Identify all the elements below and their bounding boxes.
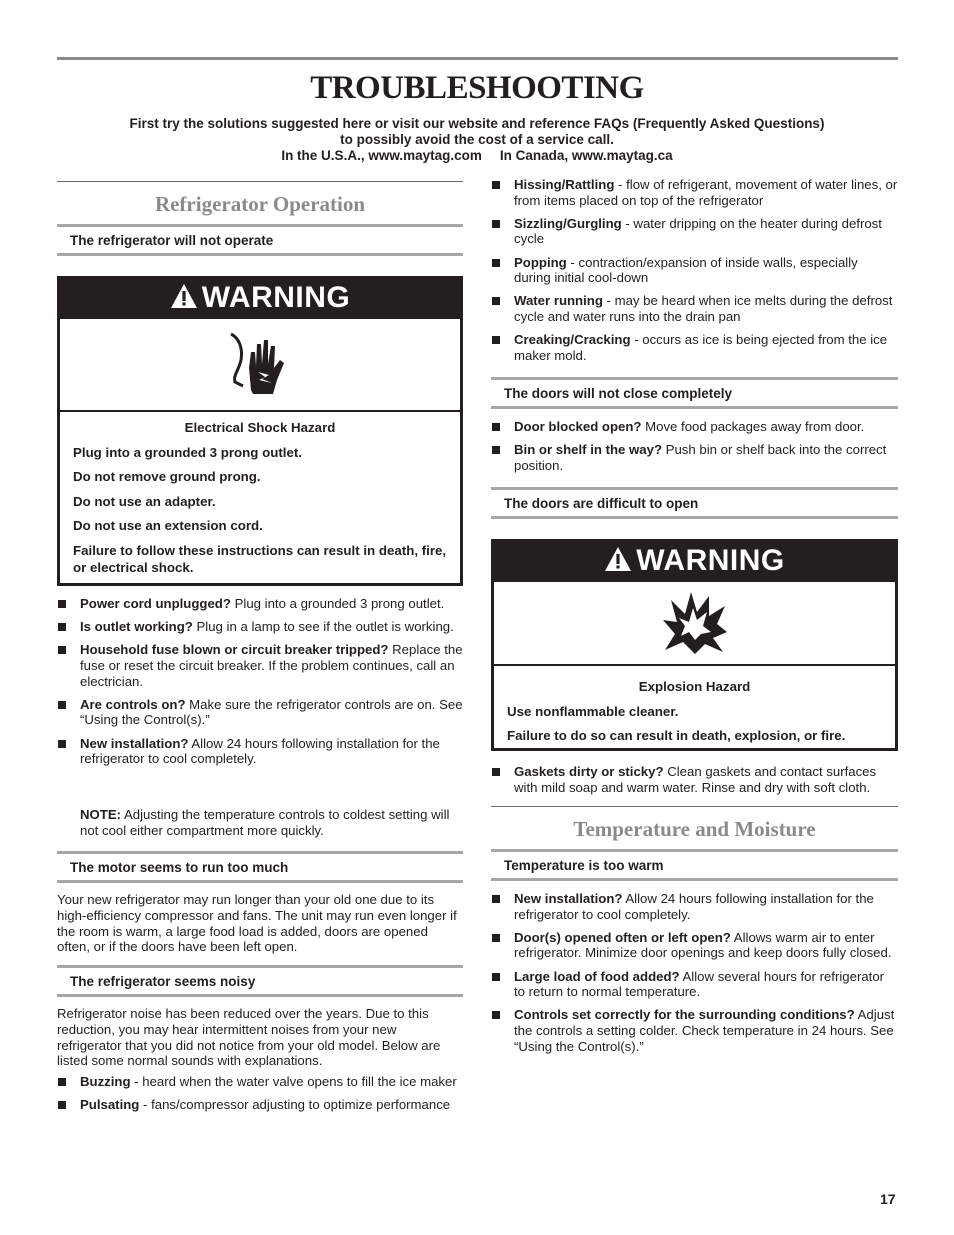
item-bold: Power cord unplugged? <box>80 596 231 611</box>
item-bold: Door(s) opened often or left open? <box>514 929 731 945</box>
doors-difficult-list <box>491 764 898 803</box>
list-item <box>57 736 463 767</box>
list-item <box>491 177 898 208</box>
item-text: - fans/compressor adjusting to optimize performance <box>139 1097 451 1113</box>
list-item <box>491 442 898 473</box>
list-item <box>491 293 898 324</box>
section-rule <box>491 806 898 807</box>
subsection-rule <box>491 377 898 380</box>
heading-will-not-operate: The refrigerator will not operate <box>70 233 274 248</box>
list-item <box>491 332 898 363</box>
warning-label: WARNING <box>636 544 785 577</box>
intro-line-2: to possibly avoid the cost of a service call. <box>340 131 614 147</box>
item-text: - occurs as ice is being ejected from the ice maker mold. <box>514 332 888 363</box>
list-item <box>491 255 898 286</box>
note-text: Adjusting the temperature controls to coldest setting will not cool either compartment more quickly. <box>80 807 450 838</box>
section-rule <box>57 181 463 182</box>
list-item <box>57 596 463 612</box>
warning-triangle-icon <box>604 546 632 572</box>
top-rule <box>57 57 898 60</box>
item-text: Plug in a lamp to see if the outlet is working. <box>192 619 454 635</box>
subsection-rule <box>491 516 898 519</box>
item-text: - heard when the water valve opens to fill the ice maker <box>130 1074 457 1089</box>
list-item <box>491 1007 898 1054</box>
note <box>80 807 463 839</box>
subsection-rule <box>57 880 463 883</box>
item-text: Allows warm air to enter refrigerator. Minimize door openings and keep doors fully closed. <box>514 929 892 961</box>
item-bold: Buzzing <box>80 1074 131 1089</box>
motor-text: Your new refrigerator may run longer than your old one due to its high-efficiency compressor and fans. The unit may run even longer if the room is warm, a large food load is added, doors are opened often, or if the doors have been left open. <box>57 892 457 955</box>
item-bold: Is outlet working? <box>80 619 193 635</box>
subsection-rule <box>57 253 463 256</box>
warning-triangle-icon <box>170 283 198 309</box>
warning-line: Do not remove ground prong. <box>73 469 261 484</box>
page-number: 17 <box>880 1191 896 1207</box>
item-text: Plug into a grounded 3 prong outlet. <box>230 596 445 611</box>
page-title: TROUBLESHOOTING <box>310 70 644 106</box>
list-item <box>491 969 898 1000</box>
list-item <box>491 930 898 961</box>
item-text: Push bin or shelf back into the correct position. <box>514 442 887 473</box>
item-bold: Large load of food added? <box>514 968 680 984</box>
subsection-rule <box>491 878 898 881</box>
subsection-rule <box>57 224 463 227</box>
item-text: - water dripping on the heater during defrost cycle <box>514 215 882 247</box>
item-bold: Controls set correctly for the surrounding conditions? <box>514 1007 855 1023</box>
item-bold: Water running <box>514 293 603 309</box>
subsection-rule <box>491 487 898 490</box>
item-text: Make sure the refrigerator controls are on. See “Using the Control(s).” <box>80 696 463 728</box>
warning-body <box>60 419 460 576</box>
item-bold: Creaking/Cracking <box>514 332 631 348</box>
noisy-list-right <box>491 177 898 371</box>
list-item <box>57 642 463 689</box>
warning-pictogram <box>494 582 895 666</box>
item-bold: Gaskets dirty or sticky? <box>514 764 664 779</box>
warning-box-electrical <box>57 276 463 586</box>
warning-line: Failure to do so can result in death, explosion, or fire. <box>507 728 846 743</box>
warning-header <box>60 279 460 319</box>
warning-body <box>494 678 895 744</box>
intro-canada-website: In Canada, www.maytag.ca <box>499 147 673 163</box>
list-item <box>57 1097 463 1113</box>
item-text: Allow 24 hours following installation for the refrigerator to cool completely. <box>80 735 440 767</box>
list-item <box>491 891 898 922</box>
warning-line: Plug into a grounded 3 prong outlet. <box>73 444 302 460</box>
heading-too-warm: Temperature is too warm <box>504 858 664 873</box>
explosion-icon <box>661 590 729 656</box>
section-title-refrigerator-operation: Refrigerator Operation <box>154 192 366 216</box>
doors-not-close-list <box>491 419 898 481</box>
warning-pictogram <box>60 319 460 412</box>
intro-text <box>0 116 954 163</box>
too-warm-list <box>491 891 898 1062</box>
subsection-rule <box>491 406 898 409</box>
heading-motor: The motor seems to run too much <box>70 860 289 875</box>
section-title-temperature-moisture: Temperature and Moisture <box>573 817 816 841</box>
list-item <box>491 419 898 435</box>
noisy-list-left <box>57 1074 463 1120</box>
warning-box-explosion <box>491 539 898 751</box>
subsection-rule <box>491 849 898 852</box>
item-bold: Door blocked open? <box>514 419 642 434</box>
heading-doors-difficult: The doors are difficult to open <box>504 496 699 511</box>
item-text: Move food packages away from door. <box>641 419 865 434</box>
item-bold: New installation? <box>80 735 189 751</box>
will-not-operate-list <box>57 596 463 774</box>
intro-websites <box>0 148 954 164</box>
list-item <box>57 697 463 728</box>
warning-label: WARNING <box>201 281 351 314</box>
item-bold: Pulsating <box>80 1097 140 1113</box>
heading-noisy: The refrigerator seems noisy <box>70 974 256 989</box>
warning-line: Failure to follow these instructions can result in death, fire, or electrical shock. <box>73 542 447 575</box>
item-text: Allow several hours for refrigerator to return to normal temperature. <box>514 968 885 1000</box>
list-item <box>491 764 898 795</box>
warning-line: Do not use an extension cord. <box>73 518 263 533</box>
subsection-rule <box>57 851 463 854</box>
item-bold: Sizzling/Gurgling <box>514 215 622 231</box>
item-bold: Household fuse blown or circuit breaker tripped? <box>80 642 389 658</box>
hazard-name: Electrical Shock Hazard <box>184 420 336 435</box>
warning-line: Use nonflammable cleaner. <box>507 703 679 719</box>
item-bold: Popping <box>514 254 567 270</box>
hazard-name: Explosion Hazard <box>638 679 751 694</box>
list-item <box>57 1074 463 1090</box>
item-bold: Hissing/Rattling <box>514 177 615 192</box>
item-text: Allow 24 hours following installation for the refrigerator to cool completely. <box>514 891 874 922</box>
item-text: - may be heard when ice melts during the defrost cycle and water runs into the drain pan <box>514 293 893 324</box>
subsection-rule <box>57 965 463 968</box>
warning-header <box>494 542 895 582</box>
item-bold: Are controls on? <box>80 696 186 712</box>
intro-line-1: First try the solutions suggested here or visit our website and reference FAQs (Frequently Asked Questions) <box>129 116 825 131</box>
noisy-text: Refrigerator noise has been reduced over the years. Due to this reduction, you may hear intermittent noises from your new refrigerator that you did not notice from your old model. Below are listed some normal sounds with explanations. <box>57 1006 441 1069</box>
item-text: Clean gaskets and contact surfaces with mild soap and warm water. Rinse and dry with soft cloth. <box>514 764 877 795</box>
item-text: - flow of refrigerant, movement of water lines, or from items placed on top of the refrigerator <box>514 177 898 208</box>
item-text: Replace the fuse or reset the circuit breaker. If the problem continues, call an electrician. <box>80 642 463 689</box>
electrical-shock-hand-icon <box>225 330 295 400</box>
heading-doors-not-close: The doors will not close completely <box>504 386 733 401</box>
item-bold: New installation? <box>514 891 623 906</box>
warning-line: Do not use an adapter. <box>73 493 216 509</box>
item-bold: Bin or shelf in the way? <box>514 442 663 458</box>
list-item <box>491 216 898 247</box>
note-label: NOTE: <box>80 807 122 822</box>
intro-usa-website: In the U.S.A., www.maytag.com <box>281 147 482 163</box>
item-text: Adjust the controls a setting colder. Check temperature in 24 hours. See “Using the Control(s).” <box>514 1007 895 1054</box>
list-item <box>57 619 463 635</box>
subsection-rule <box>57 994 463 997</box>
item-text: - contraction/expansion of inside walls, especially during initial cool-down <box>514 254 858 286</box>
